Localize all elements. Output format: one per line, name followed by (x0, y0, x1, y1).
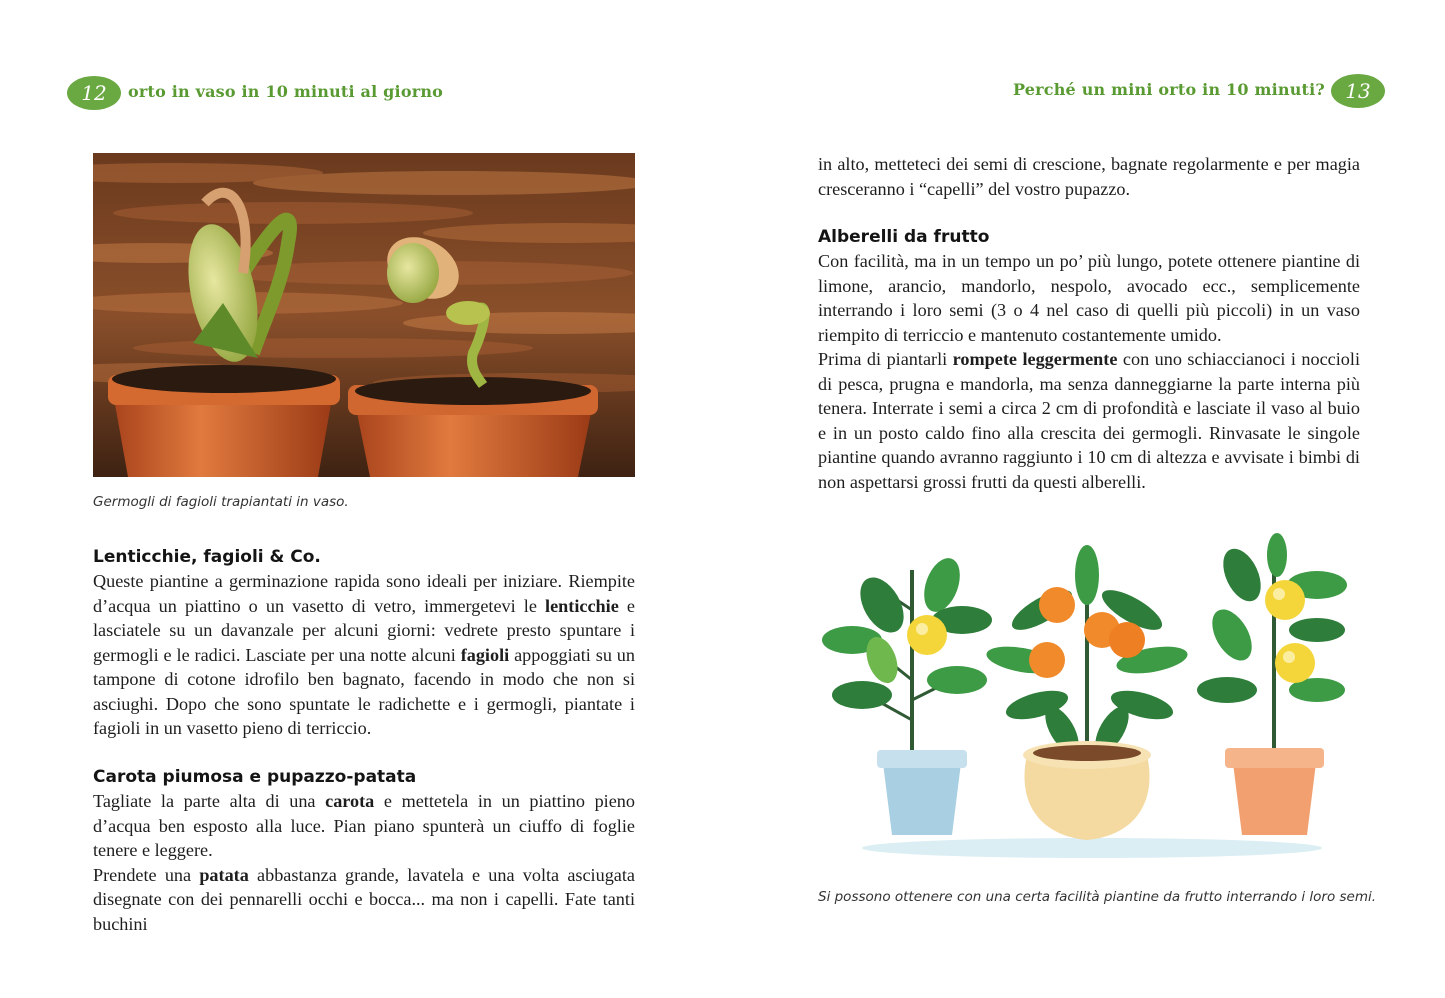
lemon-tree-left (822, 553, 992, 835)
text-run: Con facilità, ma in un tempo un po’ più lungo, potete ottenere piantine di limone, arancio, mandorlo, nespolo, avocado ecc., semplicemente interrando i loro semi (3 o 4 nel caso di quelli più piccoli) in un vaso riempito di terriccio e mantenuto costantemente umido. (818, 251, 1360, 345)
section-body-alberelli (818, 249, 1360, 494)
section-body-carota (93, 789, 635, 936)
bold-term: patata (199, 864, 249, 885)
section-body-lenticchie (93, 569, 635, 741)
page-number: 13 (1331, 74, 1385, 108)
lemon-tree-right (1197, 533, 1347, 835)
bold-term: fagioli (460, 644, 510, 665)
text-run: e mettetela in un piattino pieno d’acqua ben esposto alla luce. Pian piano spunterà un ciuffo di foglie tenere e leggere. (93, 791, 635, 860)
bold-term: carota (325, 791, 375, 811)
running-head: Perché un mini orto in 10 minuti? (1012, 80, 1325, 99)
photo-caption: Germogli di fagioli trapiantati in vaso. (93, 494, 349, 510)
text-run: Prendete una (93, 864, 200, 885)
left-page (0, 0, 722, 998)
text-run: con uno schiaccianoci i noccioli di pesca, prugna e mandorla, ma senza danneggiarne la parte interna più tenera. Interrate i semi a circa 2 cm di profondità e lasciate il vaso al buio e in un posto caldo fino alla crescita dei germogli. Rinvasate le singole piantine quando avranno raggiunto i 10 cm di altezza e avvisate i bimbi di non aspettarsi grossi frutti da questi alberelli. (818, 349, 1360, 492)
section-heading-carota: Carota piumosa e pupazzo-patata (93, 767, 417, 787)
bold-term: rompete leggermente (952, 349, 1118, 369)
running-head: orto in vaso in 10 minuti al giorno (128, 82, 444, 101)
text-run: Tagliate la parte alta di una (93, 791, 326, 811)
section-heading-lenticchie: Lenticchie, fagioli & Co. (93, 547, 321, 567)
illustration-caption: Si possono ottenere con una certa facilità piantine da frutto interrando i loro semi. (818, 889, 1377, 905)
bean-sprouts-photo (93, 153, 635, 477)
text-run: in alto, metteteci dei semi di crescione, bagnate regolarmente e per magia cresceranno i “capelli” del vostro pupazzo. (818, 154, 1360, 199)
text-run: e lasciatele su un davanzale per alcuni giorni: vedrete presto spuntare i germogli e le radici. Lasciate per una notte alcuni (93, 595, 635, 665)
continuation-text (818, 152, 1360, 201)
page-number: 12 (67, 76, 121, 110)
text-run: Queste piantine a germinazione rapida sono ideali per iniziare. Riempite d’acqua un piattino o un vasetto di vetro, immergetevi le (93, 571, 635, 616)
fruit-trees-illustration (822, 530, 1362, 865)
text-run: appoggiati su un tampone di cotone idrofilo ben bagnato, facendo in modo che non si asciughi. Dopo che sono spuntate le radichette e i germogli, piantate i fagioli in un vasetto pieno di terriccio. (93, 644, 635, 738)
right-page (722, 0, 1445, 998)
text-run: Prima di piantarli (818, 349, 953, 369)
section-heading-alberelli: Alberelli da frutto (818, 227, 990, 247)
text-run: abbastanza grande, lavatela e una volta asciugata disegnate con dei pennarelli occhi e bocca... ma non i capelli. Fate tanti buchini (93, 864, 635, 934)
orange-tree-middle (984, 545, 1189, 840)
bold-term: lenticchie (545, 595, 619, 616)
